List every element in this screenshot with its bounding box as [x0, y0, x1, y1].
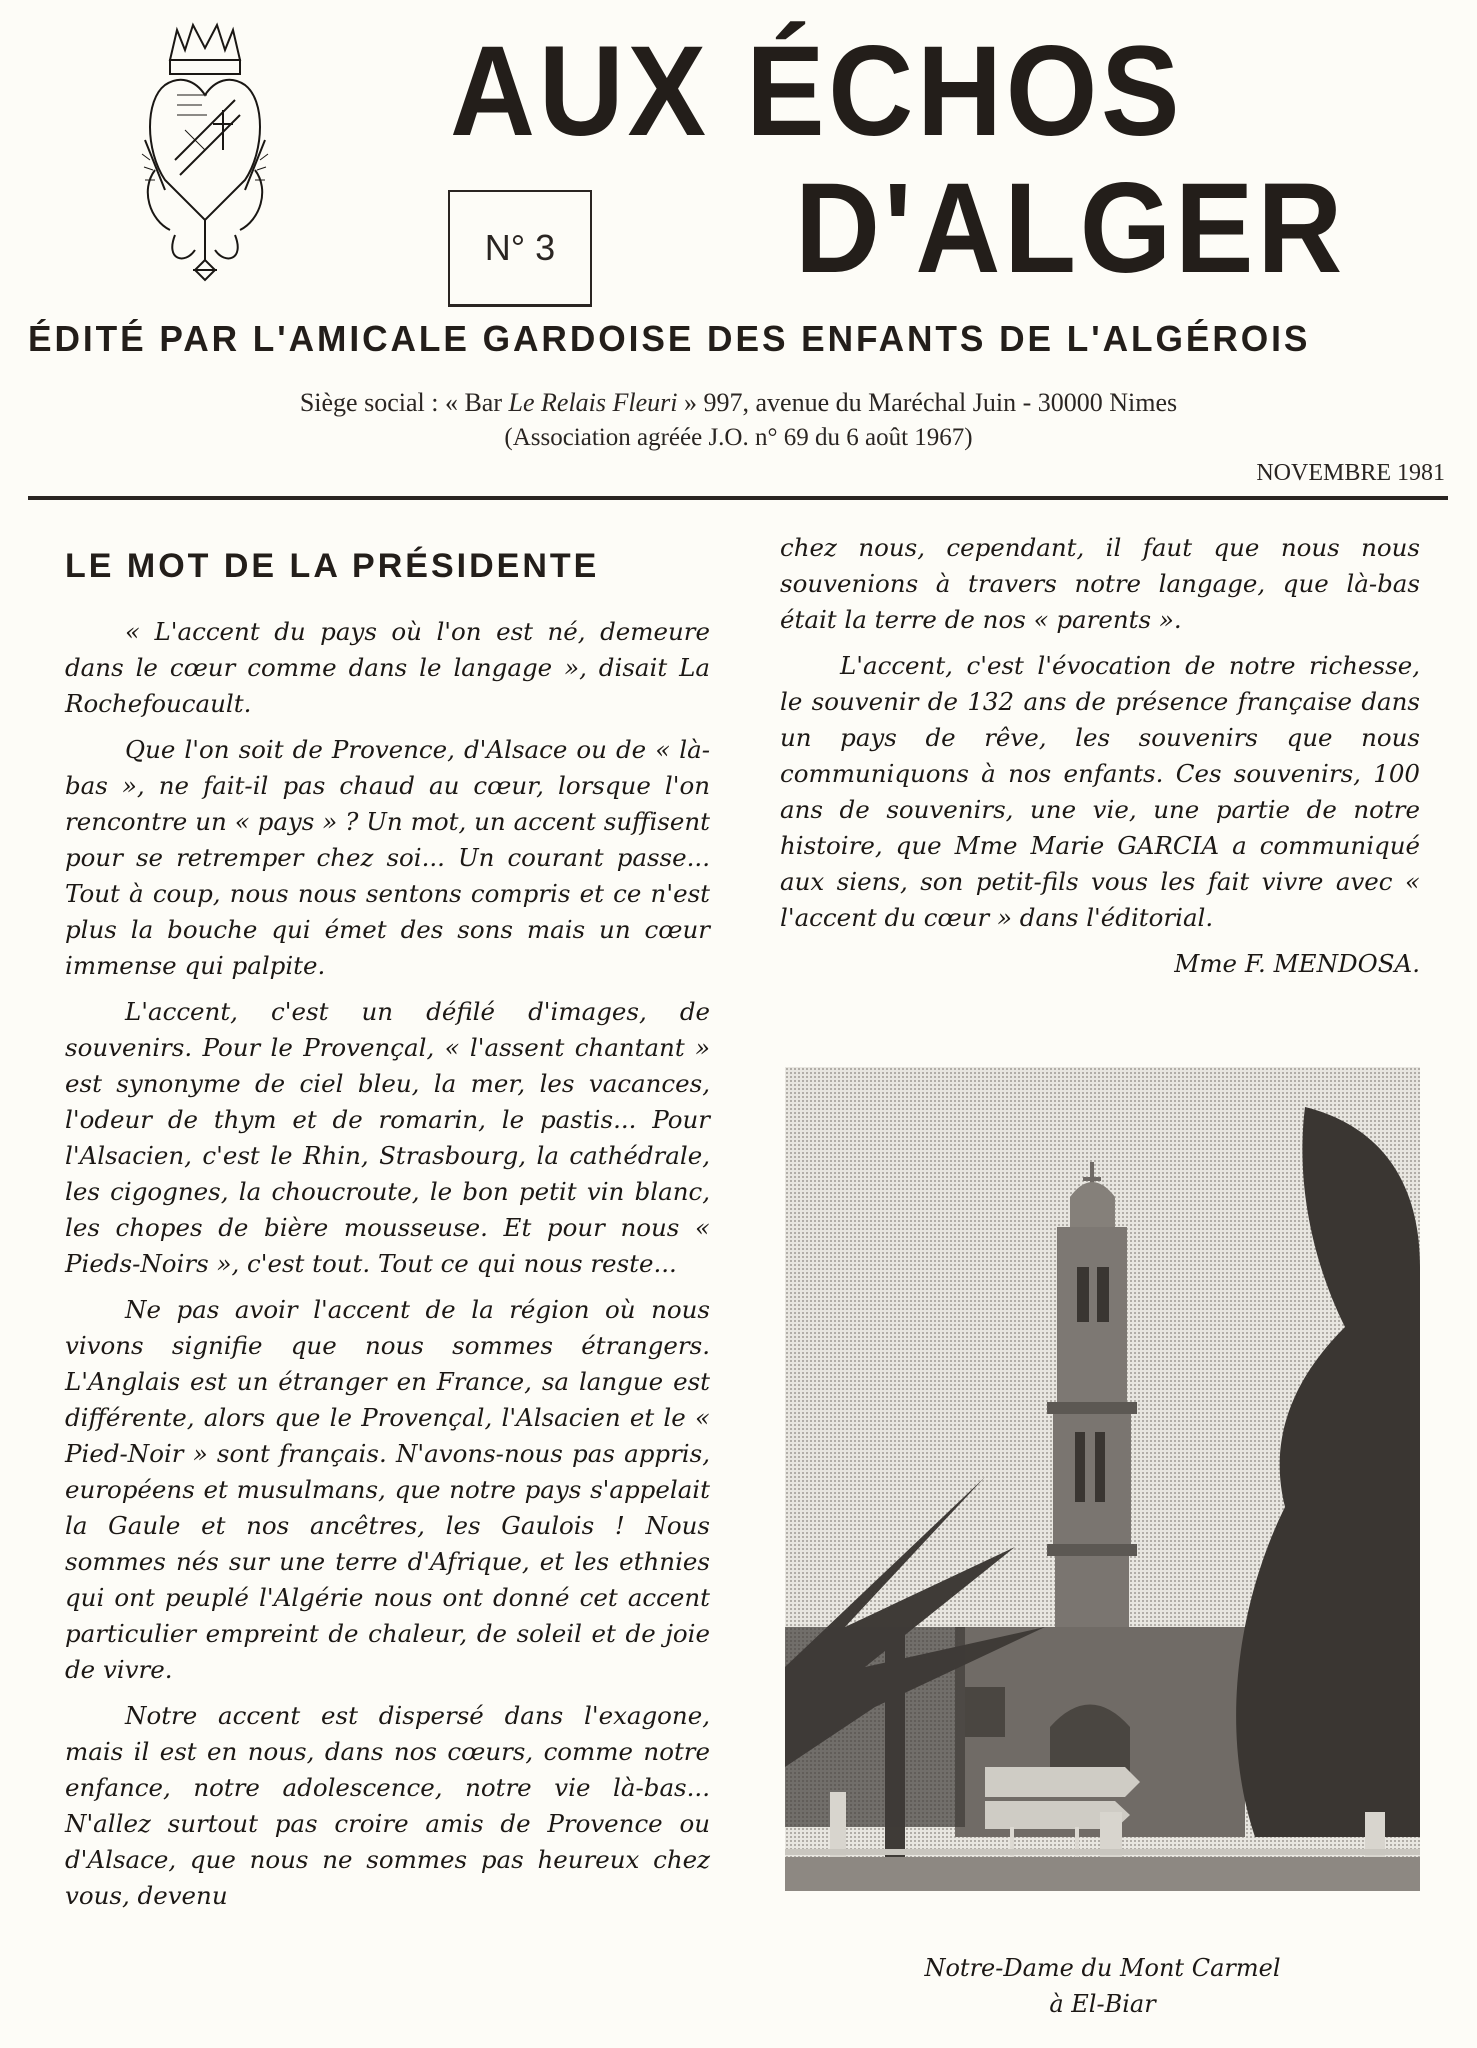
venue-name: Le Relais Fleuri [508, 388, 678, 417]
article-signature: Mme F. MENDOSA. [1174, 949, 1420, 978]
article-paragraph-continuation: chez nous, cependant, il faut que nous nous souvenions à travers notre langage, que là-bas était la terre de nos « parents ». [780, 533, 1420, 634]
article-paragraph: Que l'on soit de Provence, d'Alsace ou de « là-bas », ne fait-il pas chaud au cœur, lorsque l'on rencontre un « pays » ? Un mot, un accent suffisent pour se retremper chez soi... Un courant passe... Tout à coup, nous nous sentons compris et ce n'est plus la bouche qui émet des sons mais un cœur immense qui palpite. [65, 735, 710, 980]
photo-caption-line1: Notre-Dame du Mont Carmel [924, 1954, 1281, 1982]
article-paragraph: « L'accent du pays où l'on est né, demeure dans le cœur comme dans le langage », disait La Rochefoucault. [65, 617, 710, 718]
headquarters-address [0, 388, 1477, 418]
article-paragraph: Ne pas avoir l'accent de la région où nous vivons signifie que nous sommes étrangers. L'Anglais est un étranger en France, sa langue est différente, alors que le Provençal, l'Alsacien et le « Pied-Noir » sont français. N'avons-nous pas appris, européens et musulmans, que notre pays s'appelait la Gaule et nos ancêtres, les Gaulois ! Nous sommes nés sur une terre d'Afrique, et les ethnies qui ont peuplé l'Algérie nous ont donné cet accent particulier empreint de chaleur, de soleil et de joie de vivre. [65, 1295, 710, 1684]
issue-date: NOVEMBRE 1981 [1256, 460, 1445, 486]
article-heading: LE MOT DE LA PRÉSIDENTE [65, 547, 600, 585]
photo-caption [785, 1950, 1420, 2022]
article-right-column [780, 530, 1420, 992]
church-bell-tower-photo [785, 1067, 1420, 1891]
article-paragraph: L'accent, c'est l'évocation de notre richesse, le souvenir de 132 ans de présence française dans un pays de rêve, les souvenirs que nous communiquons à nos enfants. Ces souvenirs, 100 ans de souvenirs, une vie, une partie de notre histoire, que Mme Marie GARCIA a communiqué aux siens, son petit-fils vous les fait vivre avec « l'accent du cœur » dans l'éditorial. [780, 651, 1420, 932]
association-registration: (Association agréée J.O. n° 69 du 6 août 1967) [504, 424, 973, 451]
masthead-divider [28, 496, 1448, 500]
address-prefix: Siège social : « Bar [299, 388, 509, 417]
article-paragraph: Notre accent est dispersé dans l'exagone, mais il est en nous, dans nos cœurs, comme notre enfance, notre adolescence, notre vie là-bas... N'allez surtout pas croire amis de Provence ou d'Alsace, que nous ne sommes pas heureux chez vous, devenu [65, 1701, 710, 1910]
article-paragraph: L'accent, c'est un défilé d'images, de souvenirs. Pour le Provençal, « l'assent chantant » est synonyme de ciel bleu, la mer, les vacances, l'odeur de thym et de romarin, le pastis... Pour l'Alsacien, c'est le Rhin, Strasbourg, la cathédrale, les cigognes, la choucroute, le bon petit vin blanc, les chopes de bière mousseuse. Et pour nous « Pieds-Noirs », c'est tout. Tout ce qui nous reste... [65, 997, 710, 1278]
issue-number-box [448, 190, 592, 307]
newspaper-title-line2: D'ALGER [795, 157, 1346, 300]
newspaper-title-line1: AUX ÉCHOS [450, 20, 1184, 163]
publisher-subtitle: ÉDITÉ PAR L'AMICALE GARDOISE DES ENFANTS DE L'ALGÉROIS [28, 318, 1311, 359]
photo-caption-line2: à El-Biar [1049, 1990, 1156, 2018]
address-suffix: » 997, avenue du Maréchal Juin - 30000 Nimes [677, 388, 1178, 417]
masthead [0, 0, 1477, 300]
issue-number: N° 3 [484, 227, 556, 268]
coat-of-arms-icon [135, 20, 275, 300]
bell-tower [1047, 1162, 1137, 1666]
article-left-column [65, 540, 710, 1924]
